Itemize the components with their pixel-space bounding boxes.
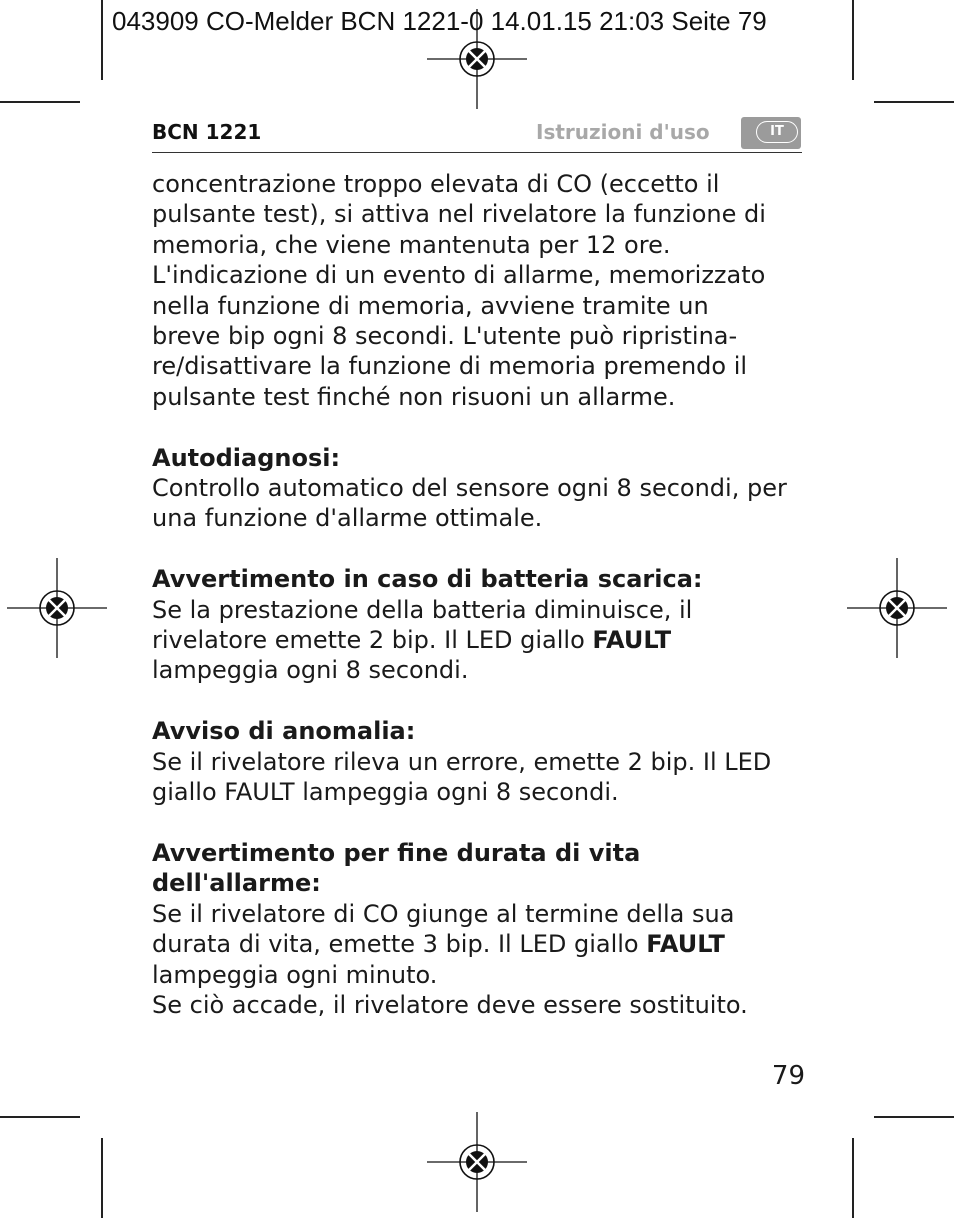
crop-mark-bottom-left-horizontal [0, 1116, 80, 1118]
section-line: durata di vita, emette 3 bip. Il LED giallo [152, 930, 647, 959]
memory-line: breve bip ogni 8 secondi. L'utente può ripristina- [152, 322, 738, 351]
section-line: Se la prestazione della batteria diminuisce, il [152, 595, 693, 624]
section-heading-self-diagnosis: Autodiagnosi: [152, 443, 341, 472]
document-type: Istruzioni d'uso [536, 120, 710, 144]
section-heading-end-of-life: Avvertimento per fine durata di vita dell'allarme: [152, 838, 641, 898]
section-text-low-battery [152, 595, 812, 686]
page-content [152, 169, 812, 1020]
memory-line: pulsante test finché non risuoni un allarme. [152, 382, 676, 411]
crop-mark-top-right-horizontal [874, 101, 954, 103]
registration-mark-left-icon [7, 558, 107, 658]
crop-mark-bottom-right-horizontal [874, 1116, 954, 1118]
registration-mark-right-icon [847, 558, 947, 658]
memory-paragraph [152, 260, 812, 412]
registration-mark-top-icon [427, 9, 527, 109]
section-line: Se ciò accade, il rivelatore deve essere sostituito. [152, 990, 748, 1019]
section-heading-fault-warning: Avviso di anomalia: [152, 717, 416, 746]
model-name: BCN 1221 [152, 120, 262, 144]
memory-line: re/disattivare la funzione di memoria premendo il [152, 352, 748, 381]
intro-paragraph: concentrazione troppo elevata di CO (eccetto il pulsante test), si attiva nel rivelatore la funzione di memoria, che viene mantenuta per 12 ore. [152, 170, 766, 259]
language-code: IT [756, 121, 798, 143]
print-slug: 043909 CO-Melder BCN 1221-0 14.01.15 21:03 Seite 79 [112, 6, 767, 36]
section-line: rivelatore emette 2 bip. Il LED giallo [152, 626, 593, 655]
crop-mark-top-right-vertical [852, 0, 854, 80]
section-text-end-of-life [152, 899, 812, 1021]
section-text-fault-warning: Se il rivelatore rileva un errore, emette 2 bip. Il LED giallo FAULT lampeggia ogni 8 secondi. [152, 747, 772, 807]
page-number: 79 [771, 1061, 805, 1091]
fault-led-label: FAULT [592, 626, 672, 655]
section-line: lampeggia ogni 8 secondi. [152, 656, 469, 685]
section-line: Se il rivelatore di CO giunge al termine della sua [152, 899, 735, 928]
section-text-self-diagnosis: Controllo automatico del sensore ogni 8 secondi, per una funzione d'allarme ottimale. [152, 474, 787, 533]
registration-mark-bottom-icon [427, 1112, 527, 1212]
memory-line: L'indicazione di un evento di allarme, memorizzato [152, 261, 766, 290]
crop-mark-bottom-right-vertical [852, 1138, 854, 1218]
crop-mark-top-left-horizontal [0, 101, 80, 103]
crop-mark-bottom-left-vertical [101, 1138, 103, 1218]
running-header [152, 118, 802, 153]
section-heading-low-battery: Avvertimento in caso di batteria scarica: [152, 565, 703, 594]
crop-mark-top-left-vertical [101, 0, 103, 80]
section-line: lampeggia ogni minuto. [152, 960, 438, 989]
fault-led-label: FAULT [646, 930, 725, 959]
memory-line: nella funzione di memoria, avviene tramite un [152, 291, 709, 320]
language-badge [741, 117, 801, 149]
